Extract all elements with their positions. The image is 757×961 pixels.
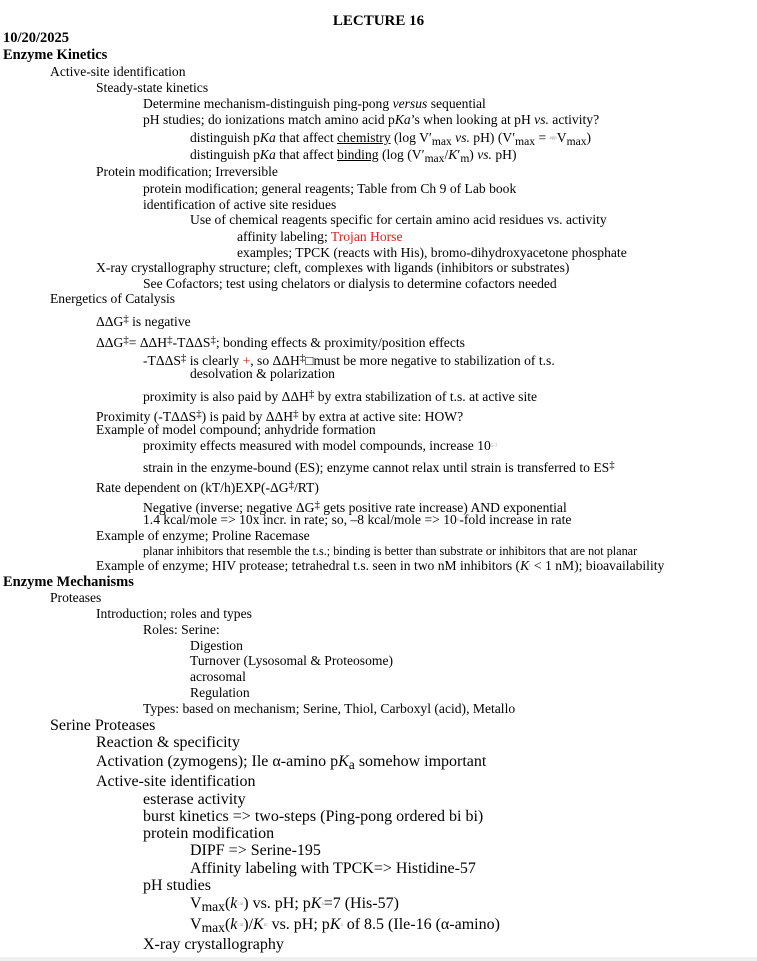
outline-item-level-3 — [143, 877, 211, 895]
outline-item-level-2 — [96, 164, 278, 180]
outline-item-level-1 — [50, 717, 155, 735]
text-segment: + — [242, 353, 251, 368]
section-heading — [3, 574, 134, 590]
text-segment: =7 (His-57) — [323, 895, 399, 912]
text-segment: ) — [469, 147, 478, 162]
text-segment: vs. — [534, 112, 549, 127]
outline-item-level-2 — [96, 332, 465, 351]
text-segment: ‡ — [609, 459, 615, 471]
text-segment: max — [515, 135, 536, 148]
text-segment: protein modification — [143, 825, 275, 842]
text-segment: Roles: Serine: — [143, 622, 220, 637]
text-segment: max — [431, 135, 452, 148]
text-segment: gets positive rate increase) AND exponential — [319, 500, 567, 515]
outline-item-level-3 — [143, 457, 615, 476]
outline-item-level-2 — [96, 80, 208, 96]
text-segment: 10/20/2025 — [3, 30, 70, 46]
text-segment: acrosomal — [190, 669, 246, 684]
outline-item-level-4 — [190, 212, 607, 228]
outline-item-level-3 — [143, 181, 516, 197]
text-segment: esterase activity — [143, 791, 246, 808]
text-segment: burst kinetics => two-steps (Ping-pong ordered bi bi) — [143, 808, 484, 825]
text-segment: Use of chemical reagents specific for certain amino acid residues vs. activity — [190, 212, 607, 227]
outline-item-level-2 — [96, 753, 486, 774]
text-segment: of 8.5 (Ile-16 (α-amino) — [342, 916, 500, 933]
section-heading — [3, 47, 107, 63]
outline-item-level-4 — [190, 638, 243, 654]
text-segment: -TΔΔS — [172, 335, 211, 350]
outline-item-level-2 — [96, 773, 256, 791]
text-segment: ′ — [457, 147, 461, 162]
text-segment: cat — [237, 923, 244, 928]
text-segment: vs. pH; p — [267, 916, 330, 933]
text-segment: Energetics of Catalysis — [50, 291, 176, 306]
text-segment: Proteases — [50, 590, 102, 605]
text-segment: ‡ — [299, 352, 306, 364]
text-segment: Determine mechanism-distinguish ping-pong — [143, 96, 393, 111]
text-segment: Trojan Horse — [330, 229, 403, 244]
text-segment: Example of model compound; anhydride formation — [96, 422, 376, 437]
text-segment: (log (V′ — [378, 147, 425, 162]
text-segment: Proximity (-TΔΔS — [96, 409, 197, 424]
text-segment: ‡ — [314, 499, 320, 511]
text-segment: Negative (inverse; negative ΔG — [143, 500, 315, 515]
outline-item-level-3 — [143, 197, 336, 213]
text-segment: -TΔΔS — [143, 353, 181, 368]
outline-item-level-3 — [143, 438, 497, 455]
text-segment: K — [329, 916, 341, 933]
text-segment: is clearly — [186, 353, 243, 368]
text-segment: Steady-state kinetics — [96, 80, 209, 95]
text-segment: a — [321, 902, 324, 907]
text-segment: distinguish p — [190, 130, 260, 145]
text-segment: cat — [237, 902, 244, 907]
text-segment: ; bonding effects & proximity/position effects — [215, 335, 465, 350]
text-segment: max — [566, 135, 587, 148]
text-segment: that affect — [275, 130, 338, 145]
text-segment: □must be more negative to stabilization of t.s. — [305, 353, 555, 368]
text-segment: LECTURE 16 — [332, 13, 425, 29]
text-segment: strain in the enzyme-bound (ES); enzyme cannot relax until strain is transferred to ES — [143, 460, 610, 475]
outline-item-level-3 — [143, 701, 515, 717]
outline-item-level-3 — [143, 791, 246, 809]
text-segment: a — [348, 757, 355, 772]
text-segment: Active-site identification — [96, 773, 256, 790]
outline-item-level-2 — [96, 477, 319, 496]
text-segment: i — [529, 564, 531, 569]
text-segment: ‡ — [123, 313, 129, 325]
text-segment: ΔΔG — [96, 314, 124, 329]
text-segment: ) is paid by ΔΔH — [201, 409, 294, 424]
text-segment: ‡ — [210, 334, 216, 346]
text-segment: k — [230, 916, 238, 933]
text-segment: Rate dependent on (kT/h)EXP(-ΔG — [96, 480, 289, 495]
text-segment: 1.4 kcal/mole => 10x incr. in rate; so, –8 kcal/mole => 10 — [143, 512, 457, 527]
text-segment: Introduction; roles and types — [96, 606, 252, 621]
outline-item-level-4 — [190, 653, 393, 669]
text-segment: max — [424, 152, 445, 165]
text-segment: is negative — [128, 314, 191, 329]
text-segment: ‡ — [196, 408, 202, 420]
text-segment: Ka — [394, 112, 411, 127]
outline-item-level-4 — [190, 916, 500, 937]
text-segment: = ΔΔH — [128, 335, 168, 350]
text-segment: sequential — [427, 96, 486, 111]
text-segment: Reaction & specificity — [96, 734, 240, 751]
outline-item-level-2 — [96, 260, 569, 276]
text-segment: K — [520, 558, 530, 573]
text-segment: max — [201, 899, 225, 914]
text-segment: distinguish p — [190, 147, 260, 162]
text-segment: Enzyme Mechanisms — [3, 574, 134, 590]
outline-item-level-4 — [190, 669, 246, 685]
text-segment: 6 — [456, 518, 460, 523]
text-segment: Types: based on mechanism; Serine, Thiol, Carboxyl (acid), Metallo — [143, 701, 516, 716]
text-segment: chemistry — [337, 130, 391, 145]
outline-item-level-4 — [190, 842, 321, 860]
text-segment: )/ — [243, 916, 254, 933]
outline-item-level-3 — [143, 112, 599, 128]
outline-item-level-2 — [96, 528, 310, 544]
text-segment: Enzyme Kinetics — [3, 47, 108, 63]
text-segment: app — [549, 136, 557, 141]
text-segment: Ka — [259, 130, 276, 145]
page-bottom-edge — [0, 957, 757, 961]
text-segment: m — [460, 152, 470, 165]
text-segment: /RT) — [294, 480, 319, 495]
text-segment: Example of enzyme; Proline Racemase — [96, 528, 310, 543]
lecture-title — [0, 13, 757, 29]
outline-item-level-4 — [190, 685, 250, 701]
text-segment: pH) (V′ — [469, 130, 516, 145]
text-segment: affinity labeling; — [237, 229, 331, 244]
text-segment: versus — [392, 96, 428, 111]
text-segment: Turnover (Lysosomal & Proteosome) — [190, 653, 394, 668]
text-segment: ( — [224, 895, 231, 912]
text-segment: ) — [586, 130, 592, 145]
outline-item-level-3 — [143, 96, 486, 112]
outline-item-level-5 — [237, 245, 627, 261]
text-segment: Affinity labeling with TPCK=> Histidine-57 — [190, 860, 476, 877]
text-segment: Ka — [259, 147, 276, 162]
text-segment: pH studies — [143, 877, 211, 894]
text-segment: V — [190, 916, 202, 933]
text-segment: pH studies; do ionizations match amino acid p — [143, 112, 395, 127]
outline-item-level-3 — [143, 512, 571, 529]
outline-item-level-2 — [96, 606, 252, 622]
text-segment: = — [535, 130, 550, 145]
text-segment: X-ray crystallography — [143, 936, 284, 953]
outline-item-level-2 — [96, 558, 664, 575]
outline-item-level-3 — [143, 825, 274, 843]
text-segment: max — [201, 920, 225, 935]
section-heading — [3, 30, 69, 46]
outline-item-level-2 — [96, 422, 376, 438]
text-segment: , so ΔΔH — [250, 353, 300, 368]
text-segment: proximity effects measured with model compounds, increase 10 — [143, 438, 491, 453]
text-segment: ‡ — [293, 408, 299, 420]
text-segment: somehow important — [354, 753, 487, 770]
text-segment: pH) — [491, 147, 517, 162]
outline-item-level-3 — [143, 276, 557, 292]
outline-item-level-4 — [190, 366, 335, 382]
text-segment: Regulation — [190, 685, 250, 700]
text-segment: ’s when looking at pH — [410, 112, 535, 127]
text-segment: K — [448, 147, 458, 162]
text-segment: Digestion — [190, 638, 243, 653]
text-segment: K — [338, 753, 349, 770]
text-segment: ) vs. pH; p — [243, 895, 311, 912]
text-segment: identification of active site residues — [143, 197, 337, 212]
outline-item-level-3 — [143, 808, 483, 826]
text-segment: a — [340, 923, 343, 928]
text-segment: m — [263, 923, 268, 928]
text-segment: ‡ — [308, 388, 315, 400]
text-segment: 5-7 — [490, 444, 498, 449]
text-segment: binding — [337, 147, 379, 162]
outline-item-level-3 — [143, 622, 220, 638]
text-segment: examples; TPCK (reacts with His), bromo-dihydroxyacetone phosphate — [237, 245, 627, 260]
text-segment: activity? — [548, 112, 600, 127]
text-segment: proximity is also paid by ΔΔH — [143, 389, 309, 404]
text-segment: by extra stabilization of t.s. at active site — [314, 389, 538, 404]
outline-item-level-1 — [50, 291, 175, 307]
text-segment: desolvation & polarization — [190, 366, 335, 381]
text-segment: Protein modification; Irreversible — [96, 164, 278, 179]
text-segment: V — [556, 130, 567, 145]
outline-item-level-1 — [50, 64, 186, 80]
outline-item-level-3 — [143, 936, 284, 954]
outline-item-level-1 — [50, 590, 101, 606]
text-segment: vs. — [455, 130, 470, 145]
text-segment: by extra at active site: HOW? — [298, 409, 464, 424]
text-segment: DIPF => Serine-195 — [190, 842, 321, 859]
text-segment: See Cofactors; test using chelators or dialysis to determine cofactors needed — [143, 276, 557, 291]
text-segment: ‡ — [167, 334, 173, 346]
outline-item-level-3 — [143, 543, 637, 559]
outline-item-level-2 — [96, 734, 240, 752]
text-segment: -fold increase in rate — [459, 512, 572, 527]
text-segment: k — [230, 895, 238, 912]
text-segment: ( — [224, 916, 231, 933]
text-segment: Active-site identification — [50, 64, 186, 79]
text-segment: (log V′ — [390, 130, 432, 145]
text-segment: / — [444, 147, 449, 162]
text-segment: ‡ — [123, 334, 129, 346]
outline-item-level-2 — [96, 311, 191, 330]
text-segment: Serine Proteases — [50, 717, 156, 734]
text-segment: that affect — [275, 147, 338, 162]
text-segment: vs. — [477, 147, 492, 162]
text-segment: V — [190, 895, 202, 912]
outline-item-level-4 — [190, 860, 476, 878]
text-segment: X-ray crystallography structure; cleft, complexes with ligands (inhibitors or substrates) — [96, 260, 570, 275]
text-segment: < 1 nM); bioavailability — [530, 558, 665, 573]
text-segment: ‡ — [180, 352, 187, 364]
text-segment: ‡ — [288, 479, 295, 491]
text-segment: K — [310, 895, 322, 912]
outline-item-level-5 — [237, 229, 403, 245]
text-segment: K — [253, 916, 264, 933]
outline-item-level-3 — [143, 386, 537, 405]
text-segment: Activation (zymogens); Ile α-amino p — [96, 753, 339, 770]
text-segment: planar inhibitors that resemble the t.s.; binding is better than substrate or inhibitors that are not planar — [143, 544, 638, 558]
text-segment: ΔΔG — [96, 335, 124, 350]
outline-item-level-4 — [190, 895, 399, 916]
text-segment: protein modification; general reagents; Table from Ch 9 of Lab book — [143, 181, 517, 196]
text-segment: Example of enzyme; HIV protease; tetrahedral t.s. seen in two nM inhibitors ( — [96, 558, 521, 573]
